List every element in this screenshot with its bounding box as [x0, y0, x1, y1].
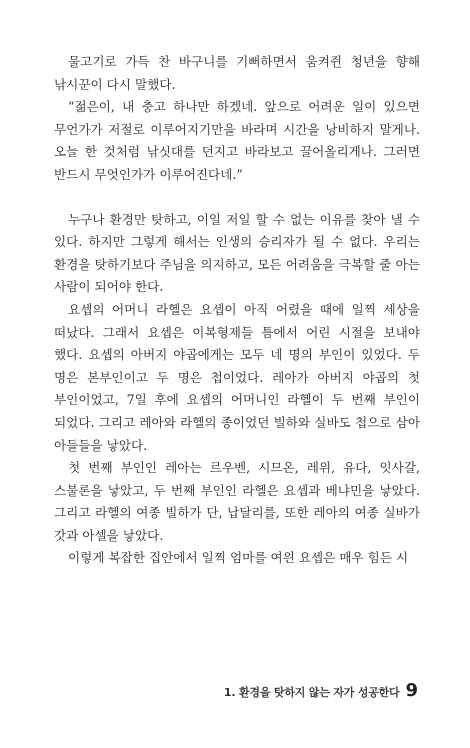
paragraph-jacob-sons: 첫 번째 부인인 레아는 르우벤, 시므온, 레위, 유다, 잇사갈, 스불론을 낳았고, 두 번째 부인인 라헬은 요셉과 베냐민을 낳았다. 그리고 라헬의 여종 빌하가 단, 납달리를, 또한 레아의 여종 실바가 갓과 아셀을 낳았다.	[54, 460, 420, 543]
section-gap	[54, 187, 420, 209]
paragraph-environment: 누구나 환경만 탓하고, 이일 저일 할 수 없는 이유를 찾아 낼 수 있다. 하지만 그렇게 해서는 인생의 승리자가 될 수 없다. 우리는 환경을 탓하기보다 주님을 의지하고, 모든 어려움을 극복할 줄 아는 사람이 되어야 한다.	[54, 211, 420, 295]
chapter-title: 1. 환경을 탓하지 않는 자가 성공한다	[223, 686, 400, 699]
page-footer	[224, 680, 418, 701]
page-number: 9	[405, 680, 418, 701]
body-text	[54, 51, 420, 570]
paragraph-complicated-family: 이렇게 복잡한 집안에서 일찍 엄마를 여읜 요셉은 매우 힘든 시	[68, 550, 409, 566]
paragraph-fisherman: 물고기로 가득 찬 바구니를 기뻐하면서 움켜쥔 청년을 향해 낚시꾼이 다시 말했다.	[54, 54, 420, 92]
paragraph-joseph-mother: 요셉의 어머니 라헬은 요셉이 아직 어렸을 때에 일찍 세상을 떠났다. 그래서 요셉은 이복형제들 틈에서 어린 시절을 보내야 했다. 요셉의 아버지 야곱에게는 모두 네 명의 부인이 있었다. 두 명은 본부인이고 두 명은 첩이었다. 레아가 아버지 야곱의 첫 부인이었고, 7일 후에 요셉의 어머니인 라헬이 두 번째 부인이 되었다. 그리고 레아와 라헬의 종이었던 빌하와 실바도 첩으로 삼아 아들들을 낳았다.	[54, 301, 420, 453]
paragraph-advice-quote: “젊은이, 내 충고 하나만 하겠네. 앞으로 어려운 일이 있으면 무언가가 저절로 이루어지기만을 바라며 시간을 낭비하지 말게나. 오늘 한 것처럼 낚싯대를 던지고 바라보고 끌어올리게나. 그러면 반드시 무엇인가가 이루어진다네.”	[54, 99, 420, 182]
